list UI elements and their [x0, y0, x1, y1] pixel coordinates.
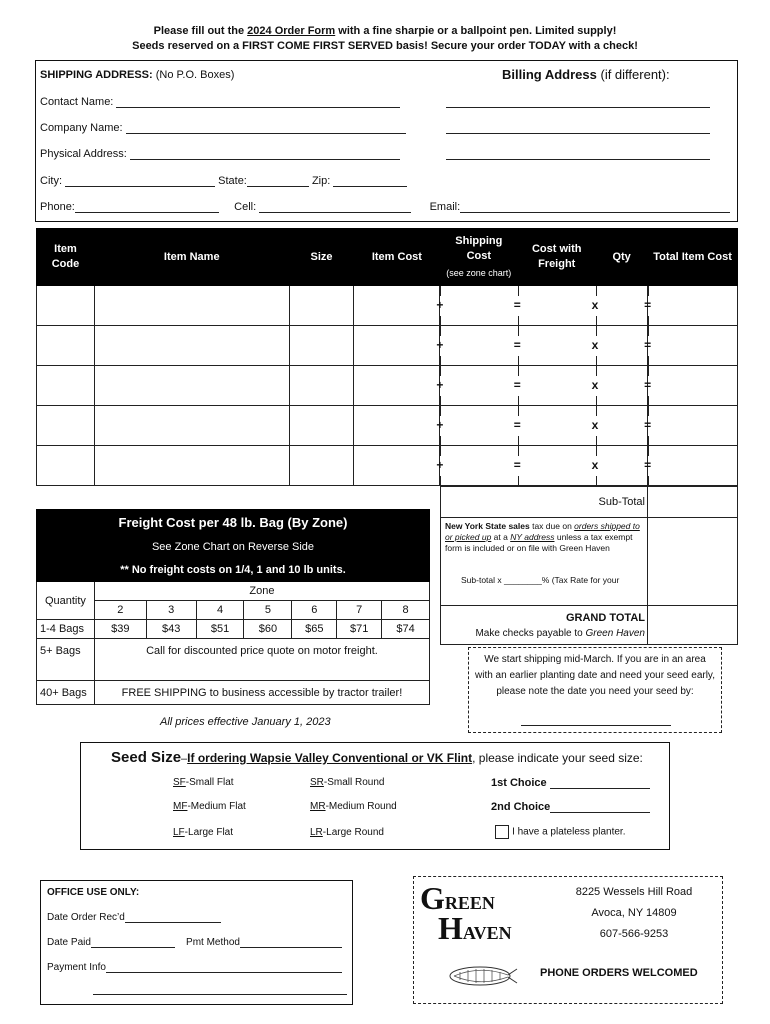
separator-tick [596, 366, 597, 376]
cell-item-name[interactable] [94, 446, 289, 486]
price-zone-4: $51 [196, 620, 244, 639]
seed-label: -Large Flat [184, 827, 234, 838]
equals-sign: = [513, 418, 521, 432]
ship-date-field[interactable] [521, 716, 671, 726]
cell-item-cost[interactable] [354, 366, 440, 406]
billing-line-3[interactable] [446, 150, 710, 160]
order-form-link: 2024 Order Form [247, 25, 336, 37]
city-state-zip-row: City: State: Zip: [40, 175, 407, 187]
cell-size[interactable] [289, 446, 354, 486]
freight-table [36, 509, 430, 705]
green-haven-logo: GREEN HAVEN [420, 880, 512, 946]
city-field[interactable] [65, 177, 215, 187]
times-sign: x [591, 418, 599, 432]
times-sign: x [591, 378, 599, 392]
cell-qty[interactable] [591, 406, 648, 446]
separator-tick [648, 436, 649, 446]
cell-item-code[interactable] [37, 286, 95, 326]
zone-3: 3 [146, 601, 196, 620]
cell-cost-with-freight [513, 406, 596, 446]
zone-2: 2 [94, 601, 146, 620]
physical-address-field[interactable] [130, 150, 400, 160]
cell-qty[interactable] [591, 366, 648, 406]
grand-total-box [440, 605, 738, 645]
billing-line-2[interactable] [446, 124, 710, 134]
seed-size-box [80, 742, 670, 850]
separator-tick [648, 366, 649, 376]
separator-tick [596, 446, 597, 456]
phone-row: Phone: Cell: Email: [40, 201, 730, 213]
order-row [37, 366, 738, 406]
pmt-method-field[interactable] [240, 938, 342, 948]
separator-tick [440, 406, 441, 416]
col-size: Size [289, 229, 354, 286]
separator-tick [596, 316, 597, 326]
cell-item-code[interactable] [37, 366, 95, 406]
seed-label: -Small Round [323, 777, 385, 788]
separator-tick [518, 326, 519, 336]
cell-item-name[interactable] [94, 406, 289, 446]
cell-shipping-cost [436, 406, 518, 446]
tax-box [440, 518, 738, 606]
col-qty: Qty [596, 229, 648, 286]
cell-size[interactable] [289, 366, 354, 406]
cell-size[interactable] [289, 406, 354, 446]
separator-tick [440, 396, 441, 406]
tax-note: New York State sales tax due on orders shipped to or picked up at a NY address unless a tax exempt form is included or on file with Green Haven [445, 521, 640, 553]
seed-label: -Medium Round [325, 801, 397, 812]
cell-shipping-cost [436, 326, 518, 366]
cell-item-cost[interactable] [354, 446, 440, 486]
equals-sign: = [644, 418, 652, 432]
separator-tick [518, 406, 519, 416]
cell-total-item-cost[interactable] [644, 286, 738, 326]
seed-code: MF [173, 801, 188, 812]
freight-title: Freight Cost per 48 lb. Bag (By Zone) [37, 510, 430, 536]
divider [647, 606, 648, 645]
seed-option-sr [310, 777, 385, 788]
order-row [37, 446, 738, 486]
plateless-label: I have a plateless planter. [512, 826, 626, 838]
col-item-cost: Item Cost [354, 229, 440, 286]
separator-tick [518, 316, 519, 326]
separator-tick [648, 316, 649, 326]
corn-ear-icon [448, 963, 518, 989]
cell-cost-with-freight [513, 326, 596, 366]
cell-field[interactable] [259, 203, 411, 213]
plus-sign: + [436, 378, 444, 392]
separator-tick [440, 316, 441, 326]
separator-tick [518, 436, 519, 446]
plateless-row [495, 825, 625, 839]
col-item-code: Item Code [37, 229, 95, 286]
freight-note: ** No freight costs on 1/4, 1 and 10 lb units. [37, 558, 430, 582]
col-shipping-cost [440, 229, 518, 286]
separator-tick [440, 446, 441, 456]
cell-item-name[interactable] [94, 326, 289, 366]
plus-sign: + [436, 418, 444, 432]
zone-8: 8 [382, 601, 430, 620]
separator-tick [648, 396, 649, 406]
separator-tick [440, 326, 441, 336]
second-choice-field[interactable] [550, 803, 650, 813]
ship-date-note: We start shipping mid-March. If you are in an area with an earlier planting date and need your seed early, please note the date you need your seed by: [475, 654, 715, 697]
seed-option-mf [173, 801, 246, 812]
motor-freight-note: Call for discounted price quote on motor freight. [94, 639, 429, 681]
company-address [554, 882, 714, 945]
company-name-row: Company Name: [40, 122, 406, 134]
separator-tick [518, 356, 519, 366]
email-field[interactable] [460, 203, 730, 213]
zip-field[interactable] [333, 177, 407, 187]
header-text: with a fine sharpie or a ballpoint pen. Limited supply! [335, 25, 617, 37]
price-zone-5: $60 [244, 620, 292, 639]
divider [647, 487, 648, 518]
separator-tick [440, 436, 441, 446]
cell-size[interactable] [289, 326, 354, 366]
separator-tick [440, 366, 441, 376]
cell-qty[interactable] [591, 326, 648, 366]
seed-option-lr [310, 827, 384, 838]
billing-line-1[interactable] [446, 98, 710, 108]
cell-total-item-cost[interactable] [644, 446, 738, 486]
separator-tick [596, 406, 597, 416]
equals-sign: = [644, 338, 652, 352]
subtotal-label: Sub-Total [598, 496, 645, 508]
separator-tick [518, 366, 519, 376]
seed-code: LR [310, 827, 323, 838]
grand-total-label: GRAND TOTAL [565, 612, 645, 624]
price-row-1-4-bags [37, 620, 430, 639]
payable-note: Make checks payable to Green Haven [475, 628, 645, 639]
company-phone: 607-566-9253 [599, 928, 669, 940]
phone-orders-welcomed: PHONE ORDERS WELCOMED [540, 967, 698, 979]
price-zone-2: $39 [94, 620, 146, 639]
cell-total-item-cost[interactable] [644, 326, 738, 366]
seed-option-lf [173, 827, 233, 838]
seed-code: SR [310, 777, 324, 788]
payment-info-line-2[interactable] [93, 985, 347, 995]
address-line-1: 8225 Wessels Hill Road [575, 886, 693, 898]
physical-address-row: Physical Address: [40, 148, 400, 160]
separator-tick [648, 326, 649, 336]
separator-tick [596, 476, 597, 486]
seed-size-title: Seed Size–If ordering Wapsie Valley Conventional or VK Flint, please indicate your seed size: [111, 749, 643, 766]
equals-sign: = [513, 458, 521, 472]
order-row [37, 326, 738, 366]
order-row [37, 286, 738, 326]
separator-tick [648, 356, 649, 366]
seed-code: LF [173, 827, 185, 838]
shipping-address-box [35, 60, 738, 222]
phone-field[interactable] [75, 203, 219, 213]
separator-tick [518, 446, 519, 456]
separator-tick [648, 286, 649, 296]
separator-tick [648, 406, 649, 416]
separator-tick [596, 286, 597, 296]
header-text: Please fill out the [153, 25, 248, 37]
cell-item-code[interactable] [37, 446, 95, 486]
header-line-1 [0, 25, 770, 37]
order-row [37, 406, 738, 446]
separator-tick [648, 446, 649, 456]
shipping-address-label: SHIPPING ADDRESS: (No P.O. Boxes) [40, 69, 235, 81]
equals-sign: = [513, 378, 521, 392]
cell-item-name[interactable] [94, 366, 289, 406]
date-order-row: Date Order Rec’d [47, 912, 221, 923]
payment-info-row: Payment Info [47, 962, 342, 973]
zone-6: 6 [292, 601, 337, 620]
contact-name-row: Contact Name: [40, 96, 400, 108]
cell-cost-with-freight [513, 286, 596, 326]
cell-item-cost[interactable] [354, 326, 440, 366]
payment-info-field[interactable] [106, 963, 342, 973]
price-zone-3: $43 [146, 620, 196, 639]
cell-item-cost[interactable] [354, 406, 440, 446]
separator-tick [648, 476, 649, 486]
divider [647, 518, 648, 605]
company-box [413, 876, 723, 1004]
seed-label: -Small Flat [185, 777, 234, 788]
col-total-item-cost: Total Item Cost [648, 229, 738, 286]
subtotal-box [440, 486, 738, 518]
company-name-field[interactable] [126, 124, 406, 134]
separator-tick [596, 396, 597, 406]
cell-item-name[interactable] [94, 286, 289, 326]
cell-item-code[interactable] [37, 406, 95, 446]
second-choice-row: 2nd Choice [491, 801, 650, 813]
order-table [36, 228, 738, 486]
cell-qty[interactable] [591, 286, 648, 326]
times-sign: x [591, 458, 599, 472]
tax-calc: Sub-total x ________% (Tax Rate for your [461, 575, 620, 585]
seed-code: MR [310, 801, 326, 812]
seed-option-mr [310, 801, 397, 812]
date-paid-row: Date Paid Pmt Method [47, 937, 342, 948]
row-1-4-bags: 1-4 Bags [37, 620, 95, 639]
office-use-title: OFFICE USE ONLY: [47, 887, 140, 898]
cell-item-code[interactable] [37, 326, 95, 366]
zone-5: 5 [244, 601, 292, 620]
equals-sign: = [644, 458, 652, 472]
freight-subtitle: See Zone Chart on Reverse Side [37, 536, 430, 558]
quantity-header: Quantity [37, 582, 95, 620]
equals-sign: = [513, 338, 521, 352]
equals-sign: = [644, 378, 652, 392]
separator-tick [440, 286, 441, 296]
plus-sign: + [436, 298, 444, 312]
cell-cost-with-freight [513, 446, 596, 486]
plus-sign: + [436, 338, 444, 352]
separator-tick [440, 356, 441, 366]
seed-option-sf [173, 777, 234, 788]
shipping-cost-label: Shipping Cost [455, 234, 503, 262]
prices-effective: All prices effective January 1, 2023 [160, 716, 331, 728]
row-40plus-bags: 40+ Bags [37, 681, 95, 705]
cell-size[interactable] [289, 286, 354, 326]
plateless-checkbox[interactable] [495, 825, 509, 839]
price-zone-7: $71 [337, 620, 382, 639]
cell-total-item-cost[interactable] [644, 406, 738, 446]
plus-sign: + [436, 458, 444, 472]
seed-label: -Medium Flat [187, 801, 246, 812]
col-cost-with-freight: Cost with Freight [518, 229, 596, 286]
zone-7: 7 [337, 601, 382, 620]
cell-shipping-cost [436, 366, 518, 406]
order-table-header [37, 229, 738, 286]
zone-chart-note: (see zone chart) [446, 267, 512, 278]
cell-item-cost[interactable] [354, 286, 440, 326]
separator-tick [518, 476, 519, 486]
address-line-2: Avoca, NY 14809 [591, 907, 677, 919]
zone-header: Zone [94, 582, 429, 601]
free-shipping-note: FREE SHIPPING to business accessible by tractor trailer! [94, 681, 429, 705]
contact-name-field[interactable] [116, 98, 400, 108]
ship-date-box [468, 647, 722, 733]
equals-sign: = [644, 298, 652, 312]
row-5plus-bags: 5+ Bags [37, 639, 95, 681]
header-line-2: Seeds reserved on a FIRST COME FIRST SERVED basis! Secure your order TODAY with a check! [132, 40, 638, 52]
separator-tick [596, 326, 597, 336]
zone-numbers-row [37, 601, 430, 620]
date-paid-field[interactable] [91, 938, 175, 948]
col-item-name: Item Name [94, 229, 289, 286]
office-use-box [40, 880, 353, 1005]
cell-shipping-cost [436, 446, 518, 486]
first-choice-row: 1st Choice [491, 777, 650, 789]
cell-total-item-cost[interactable] [644, 366, 738, 406]
seed-code: SF [173, 777, 186, 788]
times-sign: x [591, 298, 599, 312]
cell-shipping-cost [436, 286, 518, 326]
separator-tick [440, 476, 441, 486]
separator-tick [518, 396, 519, 406]
date-order-field[interactable] [125, 913, 221, 923]
separator-tick [518, 286, 519, 296]
separator-tick [596, 356, 597, 366]
cell-qty[interactable] [591, 446, 648, 486]
billing-address-label: Billing Address (if different): [502, 67, 670, 82]
price-zone-6: $65 [292, 620, 337, 639]
state-field[interactable] [247, 177, 309, 187]
times-sign: x [591, 338, 599, 352]
equals-sign: = [513, 298, 521, 312]
separator-tick [596, 436, 597, 446]
first-choice-field[interactable] [550, 779, 650, 789]
seed-label: -Large Round [322, 827, 384, 838]
price-zone-8: $74 [382, 620, 430, 639]
cell-cost-with-freight [513, 366, 596, 406]
zone-4: 4 [196, 601, 244, 620]
